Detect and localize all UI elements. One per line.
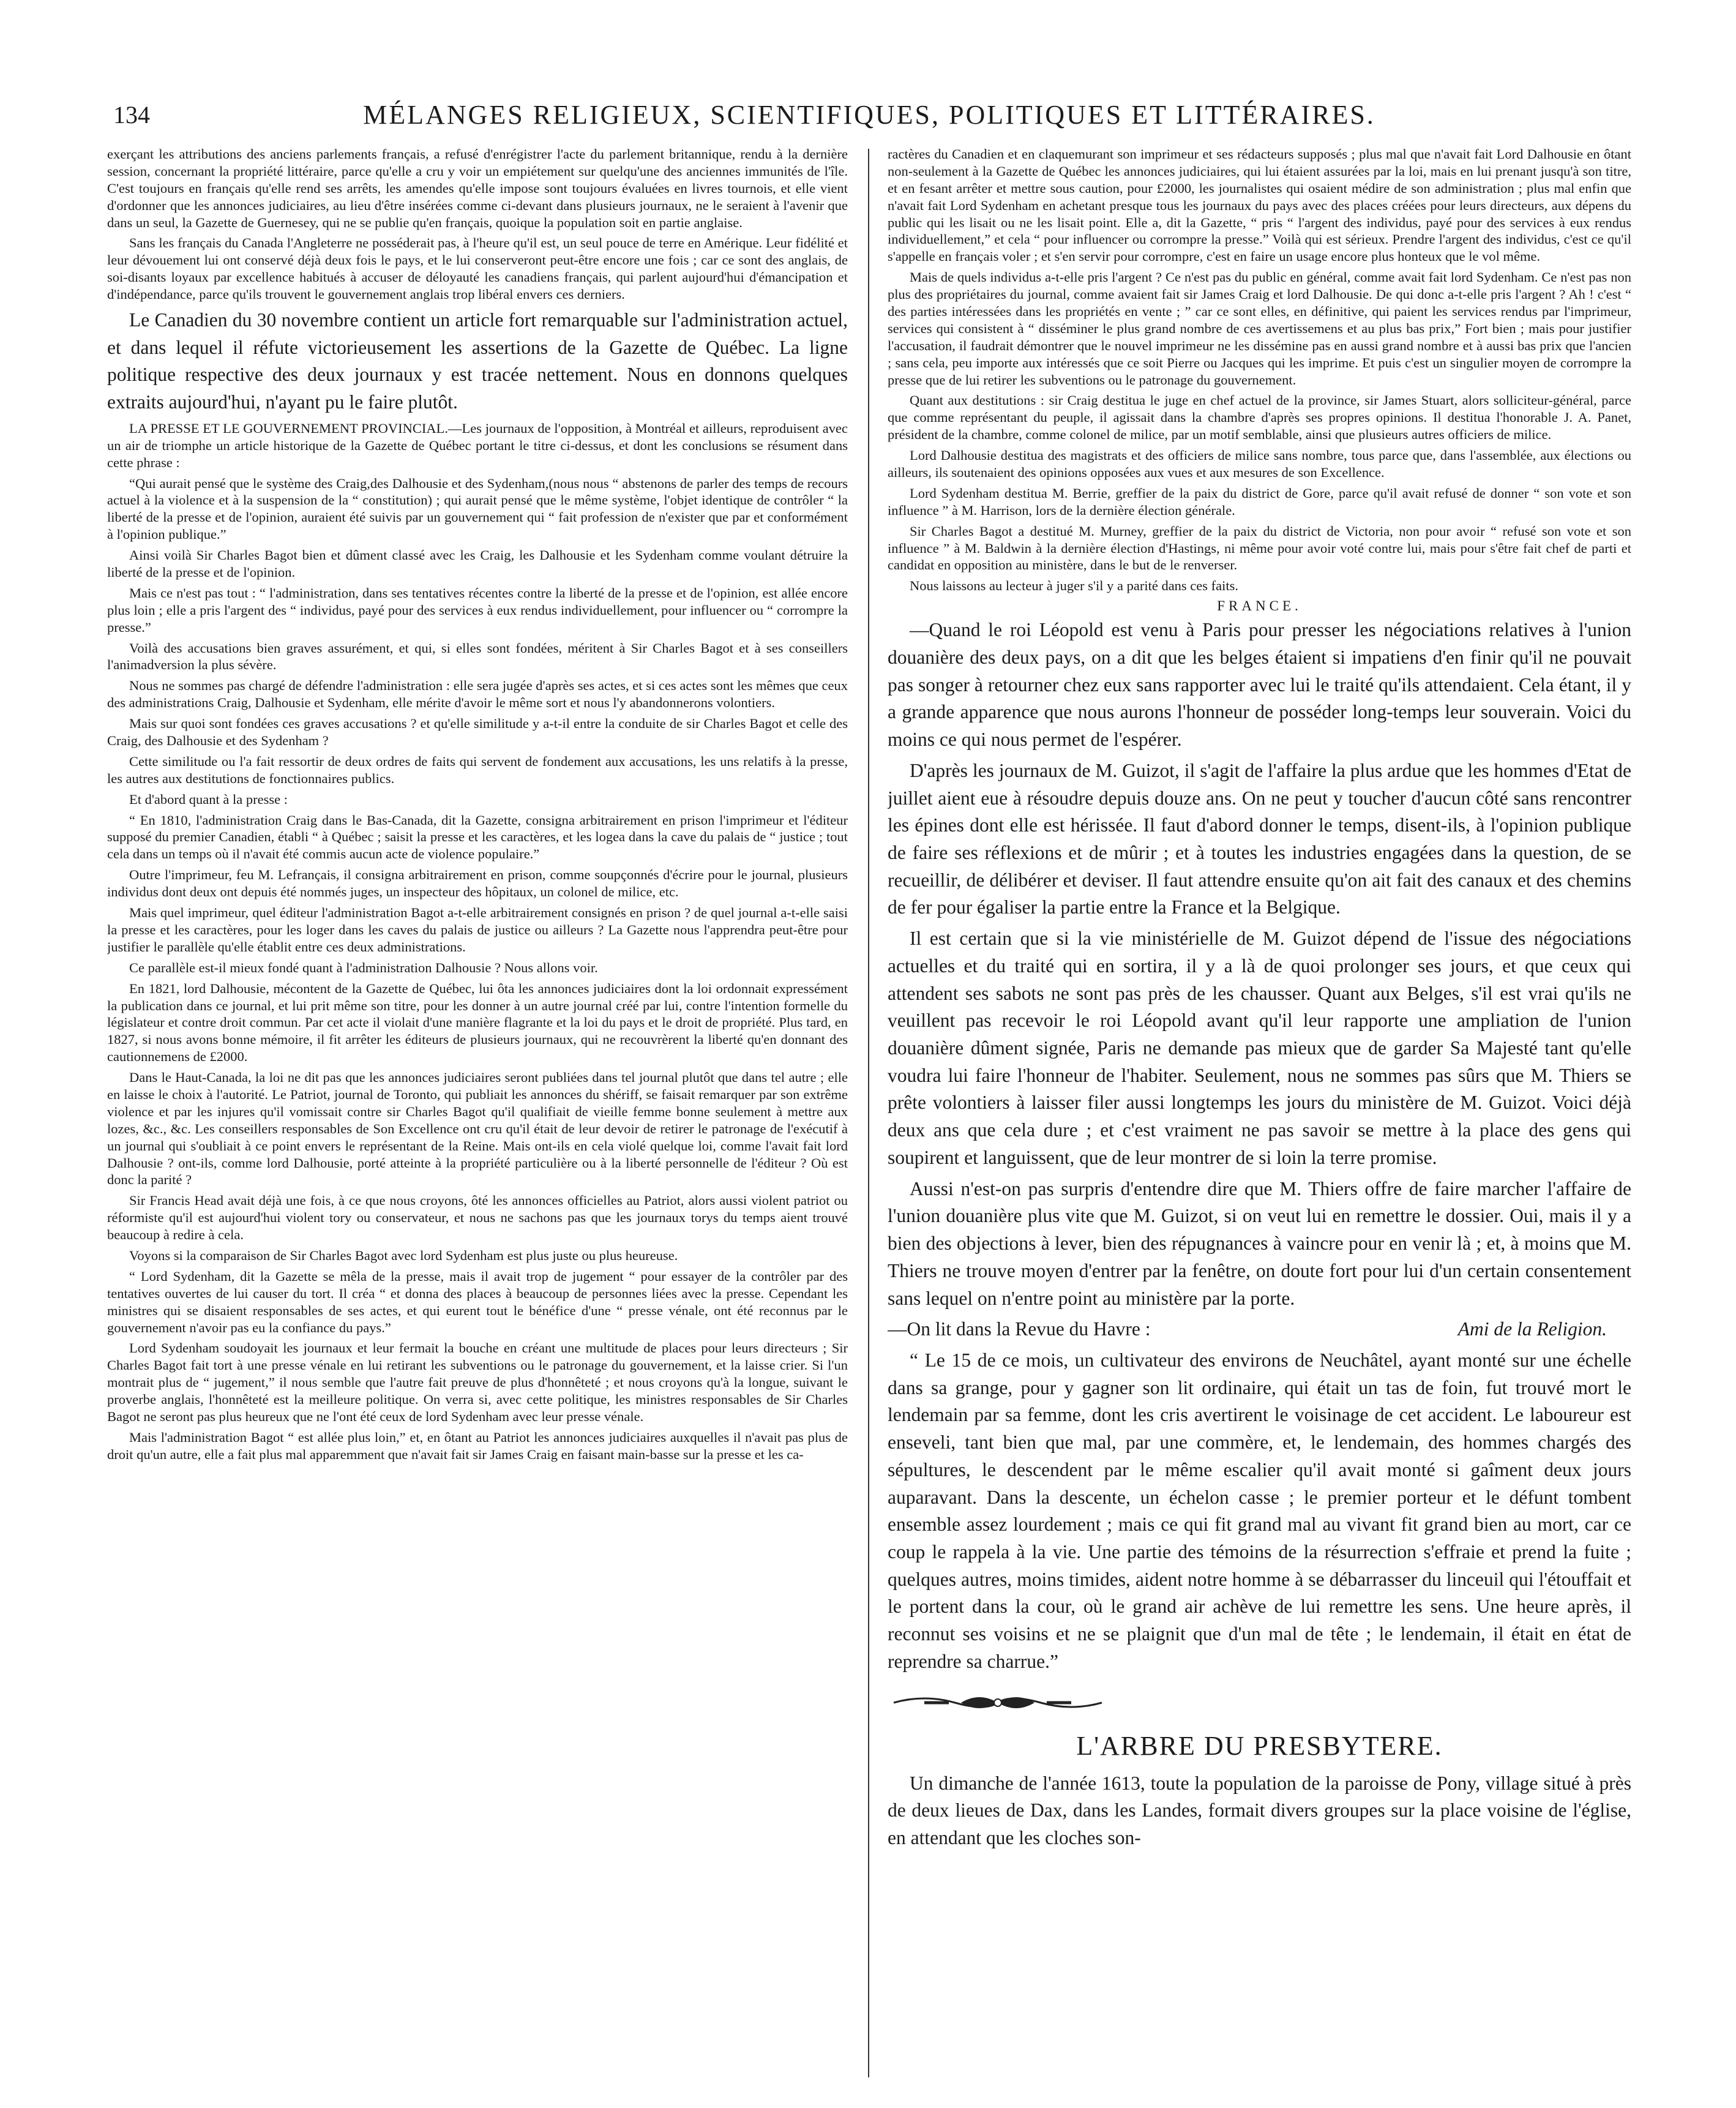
paragraph: En 1821, lord Dalhousie, mécontent de la Gazette de Québec, lui ôta les annonces judiciaires dont la loi ordonnait expressément la publication dans ce journal, et lui prit même son titre, pour les donner à un autre journal créé par lui, contre l'intention formelle du législateur et contre droit commun. Par cet acte il violait d'une manière flagrante et la loi du pays et le droit de propriété. Plus tard, en 1827, si nous avons bonne mémoire, il fit arrêter les éditeurs de plusieurs journaux, qui ne recouvrèrent la liberté qu'en donnant des cautionnemens de £2000. <box>107 980 848 1065</box>
paragraph: Et d'abord quant à la presse : <box>129 791 288 807</box>
left-column <box>107 146 848 2074</box>
source-line <box>888 1316 1631 1343</box>
page <box>107 97 1631 2080</box>
paragraph: Voilà des accusations bien graves assurément, et qui, si elles sont fondées, méritent à Sir Charles Bagot et à ses conseillers l'animadversion la plus sévère. <box>107 640 848 673</box>
paragraph: Dans le Haut-Canada, la loi ne dit pas que les annonces judiciaires seront publiées dans tel journal plutôt que dans tel autre ; elle en laisse le choix à l'autorité. Le Patriot, journal de Toronto, qui publiait les annonces du shériff, se faisait remarquer par son extrême violence et par les injures qu'il vomissait contre sir Charles Bagot qu'il qualifiait de vieille femme bonne seulement à mettre aux lozes, &c., &c. Les conseillers responsables de Son Excellence ont cru qu'il était de leur devoir de retirer le patronage de l'exécutif à un journal qui s'oubliait à ce point envers le représentant de la Reine. Mais ont-ils en cela violé quelque loi, comme l'avait fait lord Dalhousie ? ont-ils, comme lord Dalhousie, porté atteinte à la propriété particulière ou à la liberté personnelle de l'éditeur ? Où est donc la parité ? <box>107 1070 848 1188</box>
right-column <box>888 146 1631 2074</box>
running-title: MÉLANGES RELIGIEUX, SCIENTIFIQUES, POLITIQUES ET LITTÉRAIRES. <box>363 100 1375 130</box>
paragraph: Sir Charles Bagot a destitué M. Murney, greffier de la paix du district de Victoria, non pour avoir “ refusé son vote et son influence ” à M. Baldwin à la dernière élection d'Hastings, ni même pour avoir voté contre lui, mais pour s'être fait chef de parti et candidat en opposition au ministère, dans le but de le renverser. <box>888 523 1631 573</box>
paragraph: Nous laissons au lecteur à juger s'il y a parité dans ces faits. <box>910 578 1239 594</box>
paragraph: D'après les journaux de M. Guizot, il s'agit de l'affaire la plus ardue que les hommes d'Etat de juillet aient eue à résoudre depuis douze ans. On ne peut y toucher d'aucun côté sans rencontrer les épines dont elle est hérissée. Il faut d'abord donner le temps, disent-ils, à l'opinion publique de faire ses réflexions et de mûrir ; et à toutes les industries engagées dans la question, de se recueillir, de délibérer et deviser. Il faut attendre ensuite qu'on ait fait des canaux et des chemins de fer pour égaliser la partie entre la France et la Belgique. <box>888 759 1631 918</box>
paragraph: Nous ne sommes pas chargé de défendre l'administration : elle sera jugée d'après ses actes, et si ces actes sont les mêmes que ceux des administrations Craig, Dalhousie et Sydenham, elle mérite d'avoir le même sort et nous l'y abandonnerons volontiers. <box>107 678 848 711</box>
paragraph: Sir Francis Head avait déjà une fois, à ce que nous croyons, ôté les annonces officielles au Patriot, alors aussi violent patriot ou réformiste qu'il est aujourd'hui violent tory ou conservateur, et nous ne sachons pas que les journaux torys du temps aient trouvé beaucoup à redire à cela. <box>107 1193 848 1243</box>
paragraph: Outre l'imprimeur, feu M. Lefrançais, il consigna arbitrairement en prison, comme soupçonnés d'écrire pour le journal, plusieurs individus dont deux ont depuis été nommés juges, un inspecteur des hôpitaux, un colonel de milice, etc. <box>107 867 848 900</box>
paragraph: “ Lord Sydenham, dit la Gazette se mêla de la presse, mais il avait trop de jugement “ pour essayer de la contrôler par des tentatives ouvertes de lui causer du tort. Il créa “ et donna des places à beaucoup de personnes liées avec la presse. Cependant les ministres qui se disaient responsables de ses actes, et qui eurent tout le bénéfice d'une “ presse vénale, ont été reconnus par le gouvernement n'avoir pas eu la confiance du pays.” <box>107 1268 848 1335</box>
paragraph: LA PRESSE ET LE GOUVERNEMENT PROVINCIAL.—Les journaux de l'opposition, à Montréal et ailleurs, reproduisent avec un air de triomphe un article historique de la Gazette de Québec portant le titre ci-dessus, et dont les conclusions se résument dans cette phrase : <box>107 420 848 470</box>
paragraph: Mais ce n'est pas tout : “ l'administration, dans ses tentatives récentes contre la liberté de la presse et de l'opinion, est allée encore plus loin ; elle a pris l'argent des “ individus, payé pour des services à eux rendus individuellement, pour influencer ou “ corrompre la presse.” <box>107 585 848 635</box>
paragraph: Lord Sydenham destitua M. Berrie, greffier de la paix du district de Gore, parce qu'il avait refusé de donner “ son vote et son influence ” à M. Harrison, lors de la dernière élection générale. <box>888 485 1631 518</box>
paragraph: Quant aux destitutions : sir Craig destitua le juge en chef actuel de la province, sir James Stuart, alors solliciteur-général, parce que comme représentant du peuple, il agissait dans la chambre d'après ses propres opinions. Il destitua l'honorable J. A. Panet, président de la chambre, comme colonel de milice, par un motif semblable, ainsi que plusieurs autres officiers de milice. <box>888 392 1631 443</box>
paragraph: “ Le 15 de ce mois, un cultivateur des environs de Neuchâtel, ayant monté sur une échelle dans sa grange, pour y gagner son lit ordinaire, qui était un tas de foin, fut trouvé mort le lendemain par sa femme, dont les cris avertirent le voisinage de cet accident. Le laboureur est enseveli, tant bien que mal, par une commère, et, le lendemain, des hommes chargés des sépultures, le descendent par le même escalier qu'il avait monté si gaîment deux jours auparavant. Dans la descente, un échelon casse ; le premier porteur et le défunt tombent ensemble assez lourdement ; mais ce qui fit grand mal au vivant fit grand bien au mort, car ce coup le rappela à la vie. Une partie des témoins de la résurrection s'effraie et prend la fuite ; quelques autres, moins timides, aident notre homme à se débarrasser du linceuil qui l'étouffait et le portent dans la cour, où le grand air achève de lui remettre les sens. Une heure après, il reconnut ses voisins et ne se plaignit que d'un mal de tête ; le lendemain, il était en état de reprendre sa charrue.” <box>888 1349 1631 1672</box>
paragraph: Voyons si la comparaison de Sir Charles Bagot avec lord Sydenham est plus juste ou plus heureuse. <box>129 1247 678 1263</box>
paragraph: Ainsi voilà Sir Charles Bagot bien et dûment classé avec les Craig, les Dalhousie et les Sydenham comme voulant détruire la liberté de la presse et de l'opinion. <box>107 547 848 580</box>
paragraph: Lord Dalhousie destitua des magistrats et des officiers de milice sans nombre, tous parce que, dans l'assemblée, aux élections ou ailleurs, ils soutenaient des opinions opposées aux vues et aux mesures de son Excellence. <box>888 448 1631 481</box>
page-number: 134 <box>113 101 150 129</box>
paragraph: Ce parallèle est-il mieux fondé quant à l'administration Dalhousie ? Nous allons voir. <box>129 959 598 975</box>
column-rule <box>868 149 869 2077</box>
paragraph: Mais de quels individus a-t-elle pris l'argent ? Ce n'est pas du public en général, comme avait fait lord Sydenham. Ce n'est pas non plus des propriétaires du journal, comme avaient fait sir James Craig et lord Dalhousie. De qui donc a-t-elle pris l'argent ? Ah ! c'est “ des parties intéressées dans les propriétés en vente ; ” car ce sont elles, en définitive, qui paient les services rendus par l'imprimeur, services qui consistent à “ disséminer le plus grand nombre de ces avertissemens et au plus bas prix,” Fort bien ; mais pour justifier l'accusation, il faudrait démontrer que le nouvel imprimeur ne les dissémine pas en aussi grand nombre et à aussi bas prix que l'ancien ; sans cela, peu importe aux intéressés que ce soit Pierre ou Jacques qui les imprime. Et puis c'est un singulier moyen de corrompre la presse que de lui retirer les subventions ou le patronage du gouvernement. <box>888 269 1631 388</box>
paragraph: exerçant les attributions des anciens parlements français, a refusé d'enrégistrer l'acte du parlement britannique, rendu à la dernière session, concernant la propriété littéraire, parce qu'elle a cru y voir un empiétement sur quelqu'une des anciennes immunités de l'île. C'est toujours en français qu'elle rend ses arrêts, les amendes qu'elle impose sont toujours évaluées en livres tournois, et elle vient d'ordonner que les annonces judiciaires, au lieu d'être insérées comme ci-devant dans plusieurs journaux, ne le seraient à l'avenir que dans un seul, la Gazette de Guernesey, qui ne se publie qu'en français, quoique la population soit en partie anglaise. <box>107 146 848 230</box>
paragraph: Mais quel imprimeur, quel éditeur l'administration Bagot a-t-elle arbitrairement consignés en prison ? de quel journal a-t-elle saisi la presse et les caractères, pour les loger dans les caves du palais de justice ou ailleurs ? La Gazette nous l'apprendra peut-être pour justifier le parallèle qu'elle établit entre ces deux administrations. <box>107 905 848 955</box>
paragraph: Mais l'administration Bagot “ est allée plus loin,” et, en ôtant au Patriot les annonces judiciaires auxquelles il n'avait pas plus de droit qu'un autre, elle a fait plus mal apparemment que n'avait fait sir James Craig en faisant main-basse sur la presse et les ca- <box>107 1429 848 1462</box>
paragraph: Il est certain que si la vie ministérielle de M. Guizot dépend de l'issue des négociations actuelles et du traité qui en sortira, il y a là de quoi prolonger ses jours, et que ceux qui attendent ses sabots ne sont pas près de les chausser. Quant aux Belges, s'il est vrai qu'ils ne veuillent pas recevoir le roi Léopold avant qu'il leur rapporte une ampliation de l'union douanière dûment signée, Paris ne demande pas mieux que de garder Sa Majesté tant qu'elle voudra lui faire l'honneur de l'habiter. Seulement, nous ne sommes pas sûrs que M. Thiers se prête volontiers à laisser filer aussi longtemps les jours du ministère de M. Guizot. Voici déjà deux ans que cela dure ; et c'est vraiment ne pas savoir se mettre à la place des gens qui soupirent et languissent, que de leur montrer de si loin la terre promise. <box>888 928 1631 1168</box>
article-title: L'ARBRE DU PRESBYTERE. <box>1076 1730 1443 1761</box>
source-text: —On lit dans la Revue du Havre : <box>888 1318 1151 1340</box>
paragraph: Le Canadien du 30 novembre contient un article fort remarquable sur l'administration actuel, et dans lequel il réfute victorieusement les assertions de la Gazette de Québec. La ligne politique respective des deux journaux y est tracée nettement. Nous en donnons quelques extraits aujourd'hui, n'ayant pu le faire plutôt. <box>107 309 848 413</box>
paragraph: Sans les français du Canada l'Angleterre ne posséderait pas, à l'heure qu'il est, un seul pouce de terre en Amérique. Leur fidélité et leur dévouement lui ont conservé déjà deux fois le pays, et le lui conserveront peut-être encore une fois ; car ce sont des anglais, de soi-disants loyaux par excellence habitués à accuser de déloyauté les canadiens français, qui parlent aujourd'hui d'émancipation et d'indépendance, parce qu'ils trouvent le gouvernement anglais trop libéral envers ces derniers. <box>107 235 848 302</box>
paragraph: Lord Sydenham soudoyait les journaux et leur fermait la bouche en créant une multitude de places pour leurs directeurs ; Sir Charles Bagot fait tort à une presse vénale en lui retirant les subventions ou le patronage du gouvernement, et la laisse crier. Si l'un montrait plus de “ jugement,” il nous semble que l'autre fait preuve de plus d'honnêteté ; et nous croyons qu'à la longue, suivant le proverbe anglais, l'honnêteté est la meilleure politique. On verra si, avec cette politique, les ministres responsables de Sir Charles Bagot ne seront pas plus heureux que ne l'ont été ceux de lord Sydenham avec leur presse vénale. <box>107 1340 848 1424</box>
paragraph: Cette similitude ou l'a fait ressortir de deux ordres de faits qui servent de fondement aux accusations, les uns relatifs à la presse, les autres aux destitutions de fonctionnaires publics. <box>107 753 848 786</box>
scroll-ornament-icon <box>888 1688 1108 1717</box>
page-header <box>107 97 1631 140</box>
source-author: Ami de la Religion. <box>1457 1318 1607 1340</box>
paragraph: “ En 1810, l'administration Craig dans le Bas-Canada, dit la Gazette, consigna arbitrairement en prison l'imprimeur et l'éditeur supposé du premier Canadien, établi “ à Québec ; saisit la presse et les caractères, et les logea dans la cave du palais de “ justice ; tout cela dans un temps où il n'avait été commis aucun acte de violence populaire.” <box>107 812 848 862</box>
paragraph: Aussi n'est-on pas surpris d'entendre dire que M. Thiers offre de faire marcher l'affaire de l'union douanière plus vite que M. Guizot, si on veut lui en remettre le dossier. Oui, mais il y a bien des objections à lever, bien des répugnances à vaincre pour en venir là ; et, à moins que M. Thiers ne trouve moyen d'entrer par la fenêtre, on doute fort pour lui d'un certain consentement sans lequel on n'entre point au ministère par la porte. <box>888 1177 1631 1309</box>
article-body: Un dimanche de l'année 1613, toute la population de la paroisse de Pony, village situé à près de deux lieues de Dax, dans les Landes, formait divers groupes sur la place voisine de l'église, en attendant que les cloches son- <box>888 1772 1631 1849</box>
paragraph: ractères du Canadien et en claquemurant son imprimeur et ses rédacteurs supposés ; plus mal que n'avait fait Lord Dalhousie en ôtant non-seulement à la Gazette de Québec les annonces judiciaires, qui lui étaient assurées par la loi, mais en lui prenant jusqu'à son titre, et en fesant arrêter et mettre sous caution, pour £2000, les journalistes qui osaient médire de son administration ; plus mal enfin que n'avait fait Lord Sydenham en achetant presque tous les journaux du pays avec des places créées pour leurs directeurs, aux dépens du public qui les lisait ou ne les lisait point. Elle a, dit la Gazette, “ pris “ l'argent des individus, payé pour des services à eux rendus individuellement,” et cela “ pour influencer ou corrompre la presse.” Voilà qui est sérieux. Prendre l'argent des individus, c'est ce qu'il s'appelle en français voler ; et s'en servir pour corrompre, c'est en faire un usage encore plus honteux que le vol même. <box>888 146 1631 264</box>
paragraph: Mais sur quoi sont fondées ces graves accusations ? et qu'elle similitude y a-t-il entre la conduite de sir Charles Bagot et celle des Craig, des Dalhousie et des Sydenham ? <box>107 716 848 749</box>
paragraph: “Qui aurait pensé que le système des Craig,des Dalhousie et des Sydenham,(nous nous “ abstenons de parler des temps de recours actuel à la violence et à la suspension de la “ constitution) ; qui aurait pensé que le même système, l'objet identique de contrôler “ la liberté de la presse et de l'opinion, auraient été suivis par un gouvernement qui “ fait profession de n'exister que par et conformément à l'opinion publique.” <box>107 475 848 542</box>
paragraph: —Quand le roi Léopold est venu à Paris pour presser les négociations relatives à l'union douanière des deux pays, on a dit que les belges étaient si impatiens d'en finir qu'il ne pouvait pas songer à retourner chez eux sans rapporter avec lui le traité qu'ils attendaient. Cela étant, il y a grande apparence que nous aurons l'honneur de posséder long-temps leur souverain. Voici du moins ce qui nous permet de l'espérer. <box>888 619 1631 751</box>
section-heading: FRANCE. <box>1217 598 1302 614</box>
